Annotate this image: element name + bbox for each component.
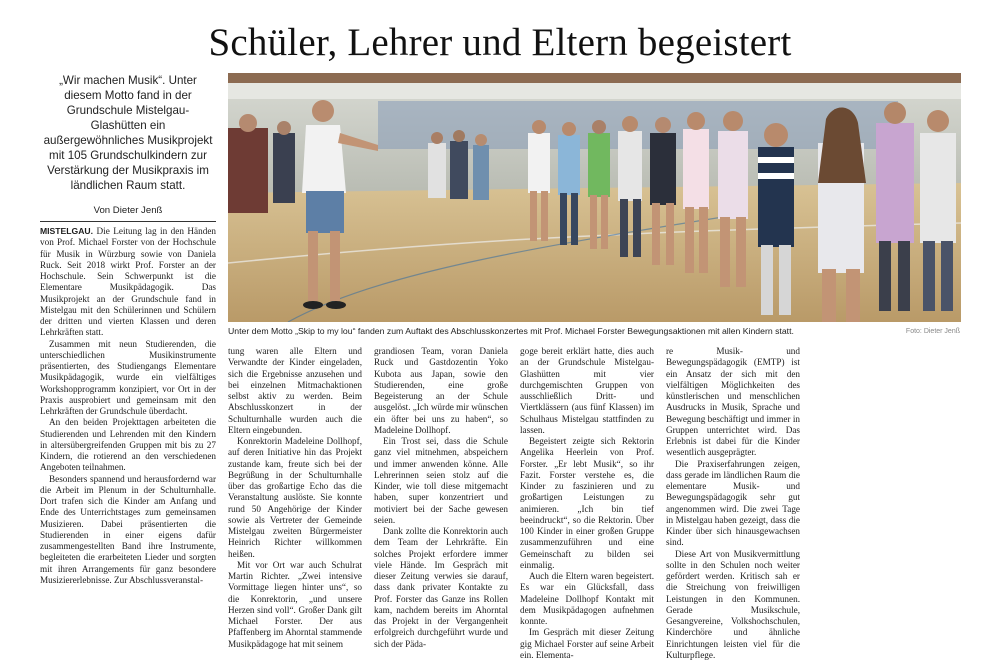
paragraph bbox=[40, 226, 216, 339]
paragraph: Diese Art von Musikvermittlung sollte in den Schulen noch weiter gefördert werden. Kritisch sah er die Streichung von freiwilligen Leistungen in den Kommunen. Gerade Musikschule, Gesangvereine, Volkshochschulen, Kinderchöre und ähnliche Einrichtungen leisten viel für die Kulturpflege. bbox=[666, 549, 800, 661]
byline: Von Dieter Jenß bbox=[40, 205, 216, 217]
dateline: MISTELGAU. bbox=[40, 226, 93, 236]
paragraph: Konrektorin Madeleine Dollhopf, auf deren Initiative hin das Projekt zustande kam, freute sich bei der Begrüßung in der Schulturnhalle über das großartige Echo das die Veranstaltung auslöste. Sie konnte rund 50 Angehörige der Kinder sowie als Vertreter der Gemeinde Mistelgau zweiten Bürgermeister Heinrich Richter willkommen heißen. bbox=[228, 436, 362, 560]
paragraph: goge bereit erklärt hatte, dies auch an der Grundschule Mistelgau-Glashütten mit vier durchgemischten Gruppen von ausschließlich Dritt- und Viertklässern (aus fünf Klassen) im Schulhaus Mistelgau stattfinden zu lassen. bbox=[520, 346, 654, 436]
paragraph: Ein Trost sei, dass die Schule ganz viel mitnehmen, abspeichern und immer anwenden könne. Alle Lehrerinnen seien stolz auf die Kinder, wie toll diese mitgemacht haben, super konzentriert und motiviert bei der Sache gewesen seien. bbox=[374, 436, 508, 526]
article-column-1 bbox=[40, 226, 216, 586]
paragraph: An den beiden Projekttagen arbeiteten die Studierenden und Lehrenden mit den Kindern in altersübergreifenden Gruppen mit bis zu 27 Kindern, die rotierend an den verschiedenen Angeboten teilnahmen. bbox=[40, 417, 216, 473]
paragraph: Zusammen mit neun Studierenden, die unterschiedlichen Musikinstrumente präsentierten, des Studiengangs Elementare Musikpädagogik, wurde ein vielfältiges Workshopprogramm konzipiert, vor Ort in der Praxis ausprobiert und gemeinsam mit den Lehrkräften der Grundschule überdacht. bbox=[40, 339, 216, 418]
paragraph: Auch die Eltern waren begeistert. Es war ein Glücksfall, dass Madeleine Dollhopf Kontakt mit dem Musikpädagogen aufnehmen konnte. bbox=[520, 571, 654, 627]
article-column-3 bbox=[374, 346, 508, 586]
paragraph: Im Gespräch mit dieser Zeitung gig Michael Forster auf seine Arbeit ein. Elementa- bbox=[520, 627, 654, 661]
photo-ceiling-beam bbox=[228, 83, 961, 99]
paragraph: Dank zollte die Konrektorin auch dem Team der Lehrkräfte. Ein solches Projekt erfordere immer viele Hände. Im Gespräch mit dieser Zeitung verwies sie darauf, dass dank privater Kontakte zu Prof. Forster das Ganze ins Rollen kam, nachdem bereits im Ahorntal das Projekt in der Vergangenheit erfolgreich durchgeführt wurde und sich der Päda- bbox=[374, 526, 508, 650]
photo-caption: Unter dem Motto „Skip to my lou“ fanden zum Auftakt des Abschlusskonzertes mit Prof. Michael Forster Bewegungsaktionen mit allen Kindern statt. bbox=[228, 326, 828, 337]
headline: Schüler, Lehrer und Eltern begeistert bbox=[0, 20, 1000, 66]
paragraph: Begeistert zeigte sich Rektorin Angelika Heerlein von Prof. Forster. „Er lebt Musik“, so ihr Fazit. Forster verstehe es, die Kinder zu faszinieren und zu großartigen Leistungen zu animieren. „Ich bin tief beeindruckt“, so die Rektorin. Über 100 Kinder in einer großen Gruppe zusammenzuführen und eine Gemeinschaft zu bilden sei einmalig. bbox=[520, 436, 654, 571]
paragraph: Mit vor Ort war auch Schulrat Martin Richter. „Zwei intensive Vormittage liegen hinter uns“, so die Konrektorin, „und unsere Herzen sind voll“. Großer Dank gilt Michael Forster. Der aus Pfaffenberg im Ahorntal stammende Musikpädagoge hat mit seinem bbox=[228, 560, 362, 650]
paragraph: re Musik- und Bewegungspädagogik (EMTP) ist ein Ansatz der sich mit den vielfältigen Möglichkeiten des künstlerischen und menschlichen Ausdrucks in Musik, Sprache und Bewegung beschäftigt und immer in Gruppen unterrichtet wird. Das Erlebnis ist dabei für die Kinder wesentlich ausgeprägter. bbox=[666, 346, 800, 459]
article-column-2 bbox=[228, 346, 362, 586]
paragraph: Besonders spannend und herausfordernd war die Arbeit im Plenum in der Schulturnhalle. Dort trafen sich die Kinder am Anfang und Ende des Unterrichtstages zum gemeinsamen Musizieren. Dabei präsentierten die Studierenden in einer eigens dafür zusammengestellten Band ihre Instrumente, begleiteten die erarbeiteten Lieder und sorgten mit ihren Arrangements für ganz besondere Musiziererlebnisse. Zur Abschlussveranstal- bbox=[40, 474, 216, 587]
article-photo[interactable] bbox=[228, 73, 961, 322]
article-column-5 bbox=[666, 346, 800, 586]
paragraph: grandiosen Team, voran Daniela Ruck und Gastdozentin Yoko Kubota aus Japan, sowie den Studierenden, eine große Begeisterung an der Schule ausgelöst. „Ich würde mir wünschen ein öfter bei uns zu haben“, so Madeleine Dollhopf. bbox=[374, 346, 508, 436]
article-column-4 bbox=[520, 346, 654, 586]
paragraph: Die Praxiserfahrungen zeigen, dass gerade im ländlichen Raum die elementare Musik- und Bewegungspädagogik sehr gut angenommen wird. Die zwei Tage in Mistelgau haben gezeigt, dass die Kinder über sich hinausgewachsen sind. bbox=[666, 459, 800, 549]
byline-rule bbox=[40, 221, 216, 222]
paragraph-text: Die Leitung lag in den Händen von Prof. Michael Forster von der Hochschule für Musik in Würzburg sowie von Daniela Ruck. Seit 2018 wirkt Prof. Forster an der Hochschule. Sein Schwerpunkt ist die Elementare Musikpädagogik. Das Musikprojekt an der Grundschule fand in Mistelgau mit den Schülerinnen und Schülern der dritten und vierten Klassen und deren Lehrkräften statt. bbox=[40, 226, 216, 337]
paragraph: tung waren alle Eltern und Verwandte der Kinder eingeladen, sich die Ergebnisse anzusehen und bei einzelnen Mitmachaktionen selbst aktiv zu werden. Beim Abschlusskonzert in der Schulturnhalle wurden auch die Eltern eingebunden. bbox=[228, 346, 362, 436]
photo-credit: Foto: Dieter Jenß bbox=[906, 327, 960, 337]
photo-window-band bbox=[228, 73, 961, 83]
teaser: „Wir machen Musik“. Unter diesem Motto fand in der Grundschule Mistelgau-Glashütten ein außergewöhnliches Musikprojekt mit 105 Grundschulkindern zur Verstärkung der Musikpraxis im ländlichen Raum statt. bbox=[40, 73, 216, 193]
